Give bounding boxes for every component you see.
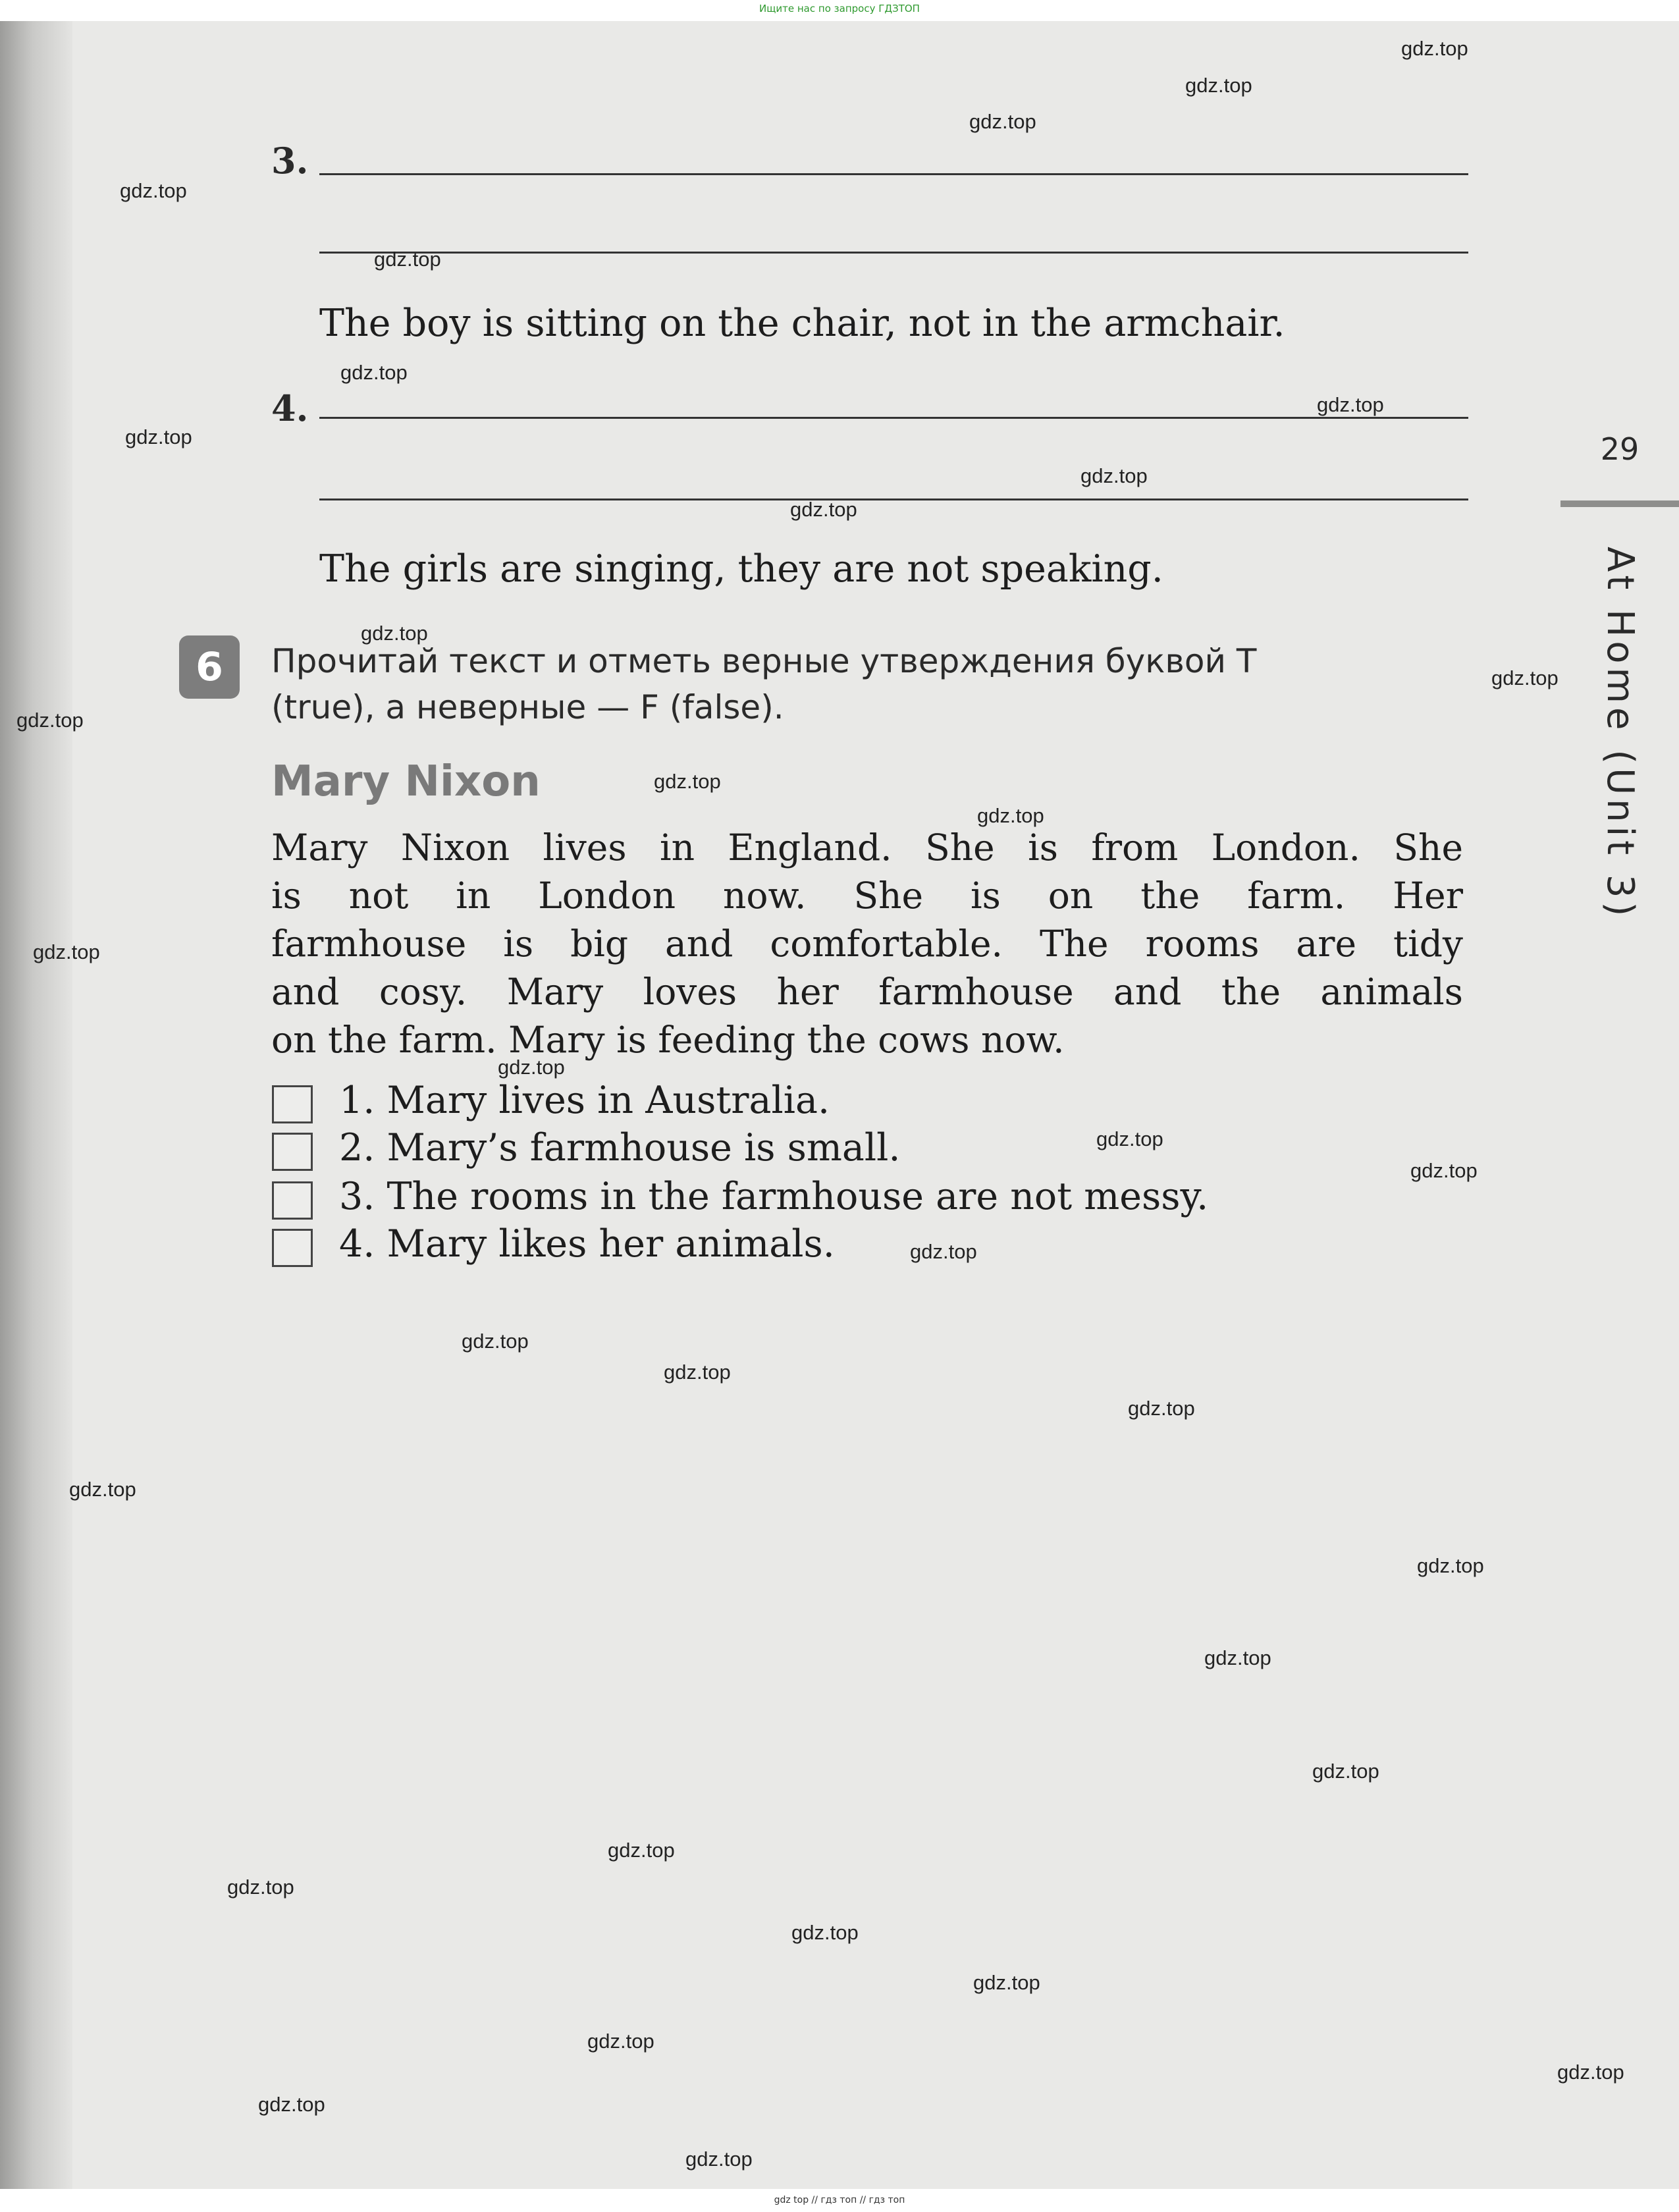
watermark: gdz.top [33, 940, 100, 963]
watermark: gdz.top [1185, 74, 1252, 97]
answer-sentence-4: The girls are singing, they are not speaking. [319, 547, 1163, 591]
watermark: gdz.top [790, 498, 857, 521]
statement-1: 1. Mary lives in Australia. [339, 1079, 830, 1122]
statement-checkbox-4[interactable] [272, 1229, 313, 1267]
statement-3: 3. The rooms in the farmhouse are not messy. [339, 1175, 1209, 1218]
watermark: gdz.top [69, 1478, 136, 1501]
running-title: At Home (Unit 3) [1599, 547, 1641, 921]
answer-line [319, 417, 1468, 419]
answer-line [319, 499, 1468, 500]
story-text-line: is not in London now. She is on the farm. Her [271, 875, 1463, 917]
watermark: gdz.top [1128, 1397, 1195, 1420]
watermark: gdz.top [258, 2093, 325, 2116]
watermark: gdz.top [1417, 1554, 1484, 1577]
watermark: gdz.top [1557, 2061, 1624, 2084]
watermark: gdz.top [340, 361, 408, 384]
story-text-line: on the farm. Mary is feeding the cows now. [271, 1019, 1065, 1061]
story-title: Mary Nixon [271, 757, 541, 806]
watermark: gdz.top [374, 248, 441, 271]
page-number: 29 [1600, 431, 1639, 467]
watermark: gdz.top [1096, 1127, 1163, 1150]
watermark: gdz.top [1317, 393, 1384, 416]
story-text-line: and cosy. Mary loves her farmhouse and the animals [271, 971, 1463, 1013]
watermark: gdz.top [16, 709, 84, 732]
watermark: gdz.top [227, 1875, 294, 1899]
statement-checkbox-1[interactable] [272, 1085, 313, 1123]
watermark: gdz.top [1080, 464, 1148, 487]
watermark: gdz.top [910, 1240, 977, 1263]
watermark: gdz.top [654, 770, 721, 793]
instruction-line-1: Прочитай текст и отметь верные утверждения буквой T [271, 642, 1257, 680]
watermark: gdz.top [977, 804, 1044, 827]
watermark: gdz.top [125, 425, 192, 448]
watermark: gdz.top [608, 1839, 675, 1862]
statement-checkbox-2[interactable] [272, 1133, 313, 1171]
watermark: gdz.top [1312, 1760, 1379, 1783]
watermark: gdz.top [120, 179, 187, 202]
statement-2: 2. Mary’s farmhouse is small. [339, 1126, 901, 1170]
watermark: gdz.top [462, 1330, 529, 1353]
watermark: gdz.top [969, 110, 1036, 133]
top-banner: Ищите нас по запросу ГДЗТОП [759, 3, 920, 14]
answer-line [319, 173, 1468, 175]
bottom-banner: gdz top // гдз топ // гдз топ [774, 2195, 905, 2205]
watermark: gdz.top [685, 2147, 753, 2171]
story-text-line: Mary Nixon lives in England. She is from London. She [271, 826, 1463, 869]
answer-sentence-3: The boy is sitting on the chair, not in the armchair. [319, 302, 1285, 345]
watermark: gdz.top [1401, 37, 1468, 60]
statement-4: 4. Mary likes her animals. [339, 1222, 835, 1266]
story-text-line: farmhouse is big and comfortable. The rooms are tidy [271, 923, 1463, 965]
item-number-4: 4. [271, 387, 309, 429]
watermark: gdz.top [587, 2030, 654, 2053]
exercise-number-badge: 6 [179, 635, 240, 699]
watermark: gdz.top [664, 1361, 731, 1384]
watermark: gdz.top [1491, 666, 1559, 689]
watermark: gdz.top [973, 1971, 1040, 1994]
watermark: gdz.top [1410, 1159, 1478, 1182]
answer-line [319, 252, 1468, 254]
watermark: gdz.top [361, 622, 428, 645]
side-divider [1560, 500, 1679, 507]
watermark: gdz.top [791, 1921, 859, 1944]
instruction-line-2: (true), а неверные — F (false). [271, 688, 784, 726]
textbook-page [0, 21, 1679, 2189]
page-binding-shadow [0, 21, 72, 2189]
statement-checkbox-3[interactable] [272, 1181, 313, 1220]
watermark: gdz.top [498, 1056, 565, 1079]
watermark: gdz.top [1204, 1646, 1271, 1669]
item-number-3: 3. [271, 140, 309, 182]
